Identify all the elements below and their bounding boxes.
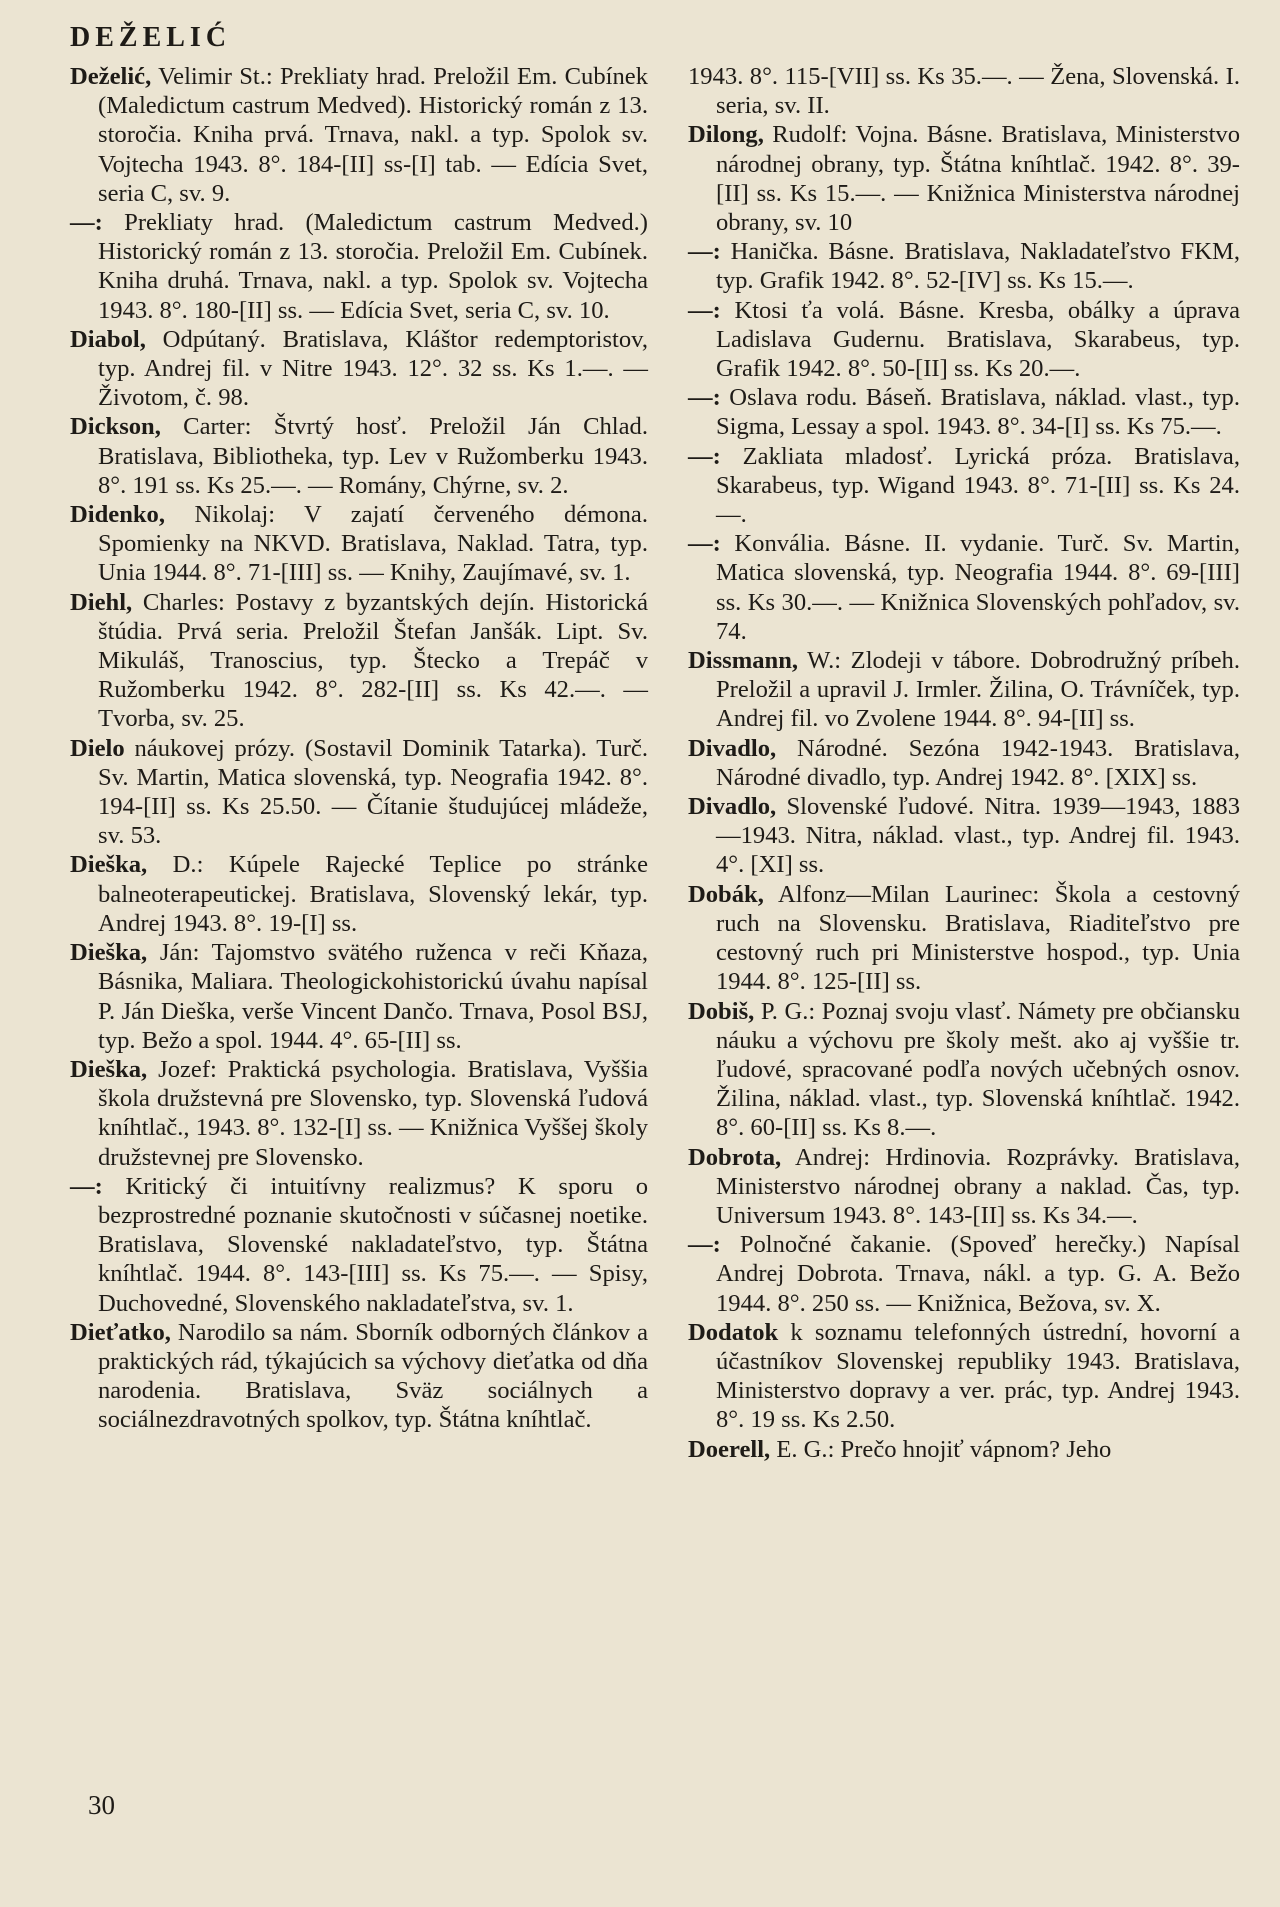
bibliography-entry (688, 383, 1240, 441)
entry-text: Hanička. Básne. Bratislava, Nakladateľstvo FKM, typ. Grafik 1942. 8°. 52-[IV] ss. Ks 15.—. (716, 238, 1240, 295)
entry-headword: Divadlo, (688, 793, 777, 821)
bibliography-entry (688, 1230, 1240, 1318)
entry-headword: Diabol, (70, 325, 146, 353)
entry-text: Národné. Sezóna 1942-1943. Bratislava, Národné divadlo, typ. Andrej 1942. 8°. [XIX] ss. (716, 734, 1240, 791)
bibliography-entry (688, 529, 1240, 646)
bibliography-entry (70, 500, 648, 588)
entry-text: Charles: Postavy z byzantských dejín. Historická štúdia. Prvá seria. Preložil Štefan Janšák. Lipt. Sv. Mikuláš, Tranoscius, typ. Štecko a Trepáč v Ružomberku 1942. 8°. 282-[II] ss. Ks 42.—. — Tvorba, sv. 25. (98, 588, 648, 733)
entry-headword: Dickson, (70, 413, 161, 441)
entry-text: Konvália. Básne. II. vydanie. Turč. Sv. Martin, Matica slovenská, typ. Neografia 1944. 8°. 69-[III] ss. Ks 30.—. — Knižnica Slovenských pohľadov, sv. 74. (716, 530, 1240, 645)
bibliography-entry (688, 1435, 1240, 1464)
entry-headword: Didenko, (70, 501, 165, 529)
bibliography-entry (688, 792, 1240, 880)
entry-headword: Dobrota, (688, 1143, 782, 1171)
bibliography-entry (688, 1143, 1240, 1231)
entry-text: Oslava rodu. Báseň. Bratislava, náklad. vlast., typ. Sigma, Lessay a spol. 1943. 8°. 34-[I] ss. Ks 75.—. (716, 384, 1240, 441)
bibliography-entry (70, 588, 648, 734)
bibliography-entry (688, 880, 1240, 997)
bibliography-entry (688, 1318, 1240, 1435)
entry-headword: Doerell, (688, 1435, 771, 1463)
entry-headword: —: (688, 238, 721, 266)
bibliography-entry (688, 237, 1240, 295)
entry-headword: Dodatok (688, 1318, 779, 1346)
entry-headword: Dobák, (688, 880, 764, 908)
bibliography-entry (70, 1318, 648, 1435)
page-number: 30 (88, 1790, 115, 1820)
entry-headword: Dieška, (70, 1055, 148, 1083)
continuation-entry: 1943. 8°. 115-[VII] ss. Ks 35.—. — Žena, Slovenská. I. seria, sv. II. (688, 63, 1240, 120)
entry-text: k soznamu telefonných ústrední, hovorní a účastníkov Slovenskej republiky 1943. Bratislava, Ministerstvo dopravy a ver. prác, typ. Andrej 1943. 8°. 19 ss. Ks 2.50. (716, 1318, 1240, 1434)
left-column (70, 62, 648, 1435)
bibliography-entry (70, 208, 648, 325)
entry-headword: Dieťatko, (70, 1318, 171, 1346)
bibliography-entry (688, 120, 1240, 237)
bibliography-entry (70, 938, 648, 1055)
entry-text: E. G.: Prečo hnojiť vápnom? Jeho (770, 1435, 1112, 1463)
entry-text: Narodilo sa nám. Sborník odborných článkov a praktických rád, týkajúcich sa výchovy dieťatka od dňa narodenia. Bratislava, Sväz sociálnych a sociálnezdravotných spolkov, typ. Štátna kníhtlač. (98, 1318, 648, 1434)
entry-headword: Deželić, (70, 63, 152, 90)
bibliography-entry (688, 646, 1240, 734)
entry-text: Polnočné čakanie. (Spoveď herečky.) Napísal Andrej Dobrota. Trnava, nákl. a typ. G. A. Bežo 1944. 8°. 250 ss. — Knižnica, Bežova, sv. X. (716, 1231, 1240, 1317)
entry-text: Andrej: Hrdinovia. Rozprávky. Bratislava, Ministerstvo národnej obrany a naklad. Čas, typ. Universum 1943. 8°. 143-[II] ss. Ks 34.—. (716, 1143, 1240, 1229)
entry-text: Rudolf: Vojna. Básne. Bratislava, Ministerstvo národnej obrany, typ. Štátna kníhtlač. 1942. 8°. 39-[II] ss. Ks 15.—. — Knižnica Ministerstva národnej obrany, sv. 10 (716, 121, 1240, 237)
bibliography-entry (70, 1172, 648, 1318)
entry-text: Prekliaty hrad. (Maledictum castrum Medved.) Historický román z 13. storočia. Preložil Em. Cubínek. Kniha druhá. Trnava, nakl. a typ. Spolok sv. Vojtecha 1943. 8°. 180-[II] ss. — Edícia Svet, seria C, sv. 10. (98, 209, 648, 324)
bibliography-entry (70, 62, 648, 208)
entry-text: Velimir St.: Prekliaty hrad. Preložil Em. Cubínek (Maledictum castrum Medved). Historický román z 13. storočia. Kniha prvá. Trnava, nakl. a typ. Spolok sv. Vojtecha 1943. 8°. 184-[II] ss-[I] tab. — Edícia Svet, seria C, sv. 9. (98, 63, 648, 207)
running-head: DEŽELIĆ (70, 22, 232, 53)
entry-headword: Dissmann, (688, 647, 799, 675)
bibliography-entry (70, 734, 648, 851)
entry-text: Jozef: Praktická psychologia. Bratislava, Vyššia škola družstevná pre Slovensko, typ. Slovenská ľudová kníhtlač., 1943. 8°. 132-[I] ss. — Knižnica Vyššej školy družstevnej pre Slovensko. (98, 1055, 648, 1171)
entry-headword: —: (688, 296, 721, 324)
entry-text: P. G.: Poznaj svoju vlasť. Námety pre občiansku náuku a výchovu pre školy mešt. ako aj vyššie tr. ľudové, spracované podľa nových učebných osnov. Žilina, náklad. vlast., typ. Slovenská kníhtlač. 1942. 8°. 60-[II] ss. Ks 8.—. (716, 997, 1240, 1142)
entry-headword: Divadlo, (688, 734, 777, 762)
entry-headword: Dilong, (688, 121, 764, 149)
entry-headword: —: (70, 1172, 103, 1200)
entry-headword: —: (688, 384, 721, 412)
entry-text: Kritický či intuitívny realizmus? K sporu o bezprostredné poznanie skutočnosti v súčasnej noetike. Bratislava, Slovenské nakladateľstvo, typ. Štátna kníhtlač. 1944. 8°. 143-[III] ss. Ks 75.—. — Spisy, Duchovedné, Slovenského nakladateľstva, sv. 1. (98, 1172, 648, 1317)
entry-text: Slovenské ľudové. Nitra. 1939—1943, 1883—1943. Nitra, náklad. vlast., typ. Andrej fil. 1943. 4°. [XI] ss. (716, 793, 1240, 879)
entry-text: D.: Kúpele Rajecké Teplice po stránke balneoterapeutickej. Bratislava, Slovenský lekár, typ. Andrej 1943. 8°. 19-[I] ss. (98, 851, 648, 937)
entry-headword: Dieška, (70, 851, 148, 879)
bibliography-entry (70, 1055, 648, 1172)
bibliography-entry (70, 412, 648, 500)
entry-headword: —: (70, 209, 103, 237)
entry-text: Alfonz—Milan Laurinec: Škola a cestovný ruch na Slovensku. Bratislava, Riaditeľstvo pre cestovný ruch pri Ministerstve hospod., typ. Unia 1944. 8°. 125-[II] ss. (716, 880, 1240, 996)
entry-text: Carter: Štvrtý hosť. Preložil Ján Chlad. Bratislava, Bibliotheka, typ. Lev v Ružomberku 1943. 8°. 191 ss. Ks 25.—. — Romány, Chýrne, sv. 2. (98, 413, 648, 499)
entry-headword: Dieška, (70, 939, 148, 967)
bibliography-entry (688, 997, 1240, 1143)
entry-text: Ján: Tajomstvo svätého ruženca v reči Kňaza, Básnika, Maliara. Theologickohistorickú úvahu napísal P. Ján Dieška, veršе Vincent Dančo. Trnava, Posol BSJ, typ. Bežo a spol. 1944. 4°. 65-[II] ss. (98, 939, 648, 1054)
entry-text: Zakliata mladosť. Lyrická próza. Bratislava, Skarabeus, typ. Wigand 1943. 8°. 71-[II] ss. Ks 24.—. (716, 442, 1240, 529)
entry-headword: —: (688, 530, 721, 558)
bibliography-entry (688, 734, 1240, 792)
entry-text: Odpútaný. Bratislava, Kláštor redemptoristov, typ. Andrej fil. v Nitre 1943. 12°. 32 ss. Ks 1.—. — Životom, č. 98. (98, 325, 648, 412)
entry-headword: Dobiš, (688, 997, 755, 1025)
bibliography-entry (70, 325, 648, 413)
entry-text: Nikolaj: V zajatí červeného démona. Spomienky na NKVD. Bratislava, Naklad. Tatra, typ. Unia 1944. 8°. 71-[III] ss. — Knihy, Zaujímavé, sv. 1. (98, 501, 648, 587)
entry-text: W.: Zlodeji v tábore. Dobrodružný príbeh. Preložil a upravil J. Irmler. Žilina, O. Trávníček, typ. Andrej fil. vo Zvolene 1944. 8°. 94-[II] ss. (716, 647, 1240, 733)
entry-headword: Diehl, (70, 588, 133, 616)
right-column (688, 62, 1240, 1464)
entry-headword: —: (688, 1231, 721, 1259)
bibliography-entry (688, 296, 1240, 384)
entry-text: Ktosi ťa volá. Básne. Kresba, obálky a úprava Ladislava Gudernu. Bratislava, Skarabeus, typ. Grafik 1942. 8°. 50-[II] ss. Ks 20.—. (716, 296, 1240, 383)
entry-text: náukovej prózy. (Sostavil Dominik Tatarka). Turč. Sv. Martin, Matica slovenská, typ. Neografia 1942. 8°. 194-[II] ss. Ks 25.50. — Čítanie študujúcej mládeže, sv. 53. (98, 734, 648, 850)
bibliography-entry (688, 442, 1240, 530)
entry-headword: Dielo (70, 734, 125, 762)
entry-headword: —: (688, 442, 721, 470)
bibliography-entry (70, 850, 648, 938)
